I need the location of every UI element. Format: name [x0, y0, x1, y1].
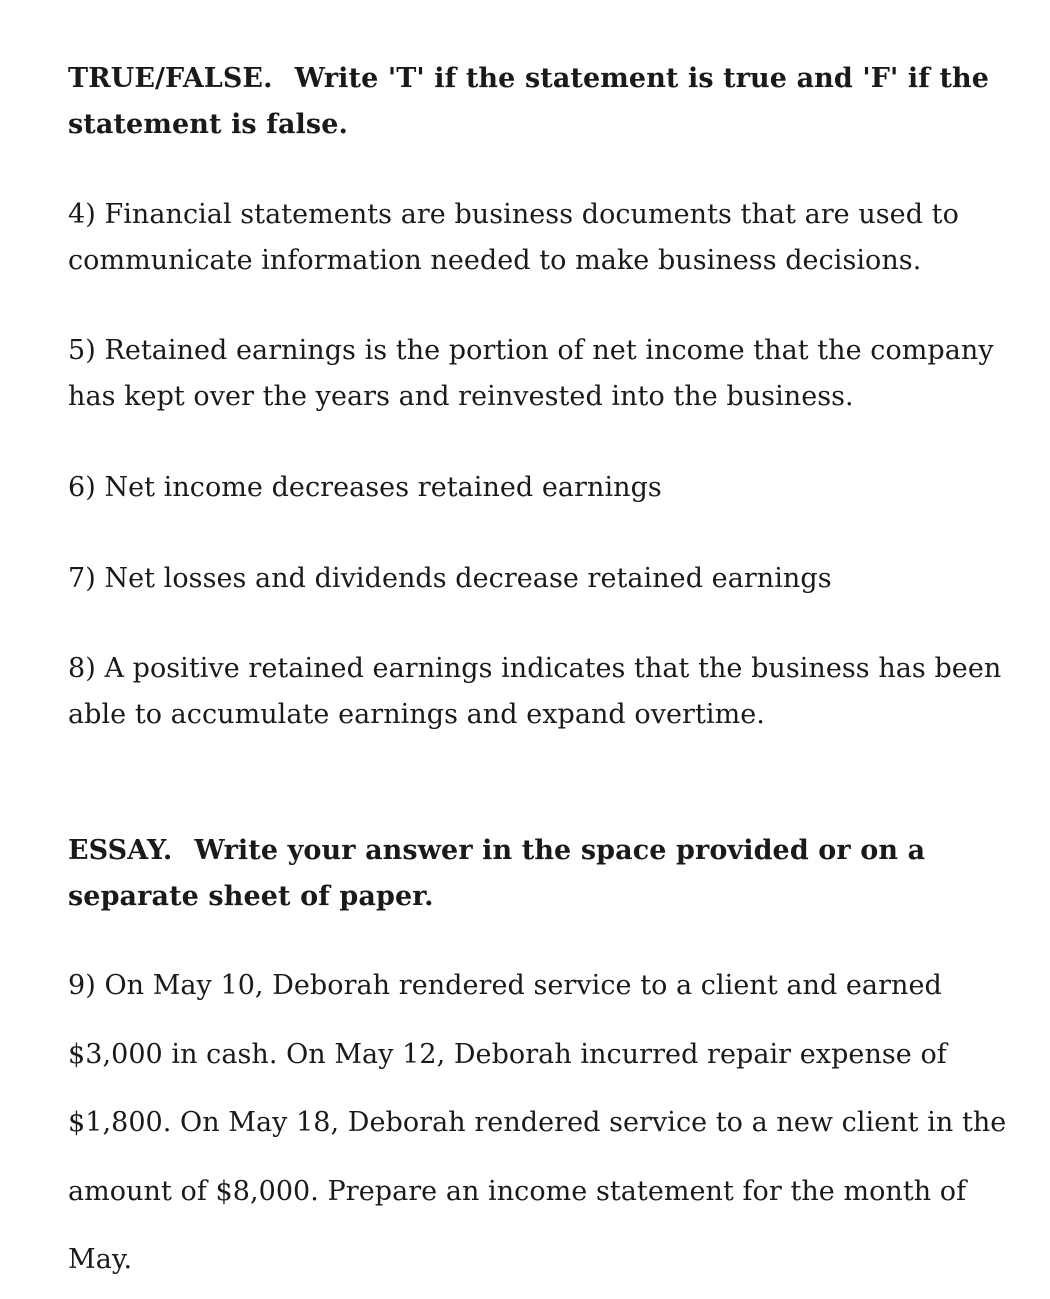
- essay-instructions: Write your answer in the space provided or on a separate sheet of paper.: [68, 835, 926, 912]
- question-5: 5) Retained earnings is the portion of net income that the company has kept over the years and reinvested into the business.: [68, 335, 994, 412]
- true-false-instructions: Write 'T' if the statement is true and 'F' if the statement is false.: [68, 63, 990, 140]
- question-6: 6) Net income decreases retained earnings: [68, 472, 662, 503]
- question-9: 9) On May 10, Deborah rendered service to a client and earned $3,000 in cash. On May 12, Deborah incurred repair expense of $1,800. On May 18, Deborah rendered service to a new client in the amount of $8,000. Prepare an income statement for the month of May.: [68, 970, 1007, 1275]
- question-8: 8) A positive retained earnings indicates that the business has been able to accumulate earnings and expand overtime.: [68, 653, 1002, 730]
- true-false-label: TRUE/FALSE.: [68, 63, 273, 94]
- essay-section-heading: [68, 828, 1008, 920]
- question-4: 4) Financial statements are business documents that are used to communicate information needed to make business decisions.: [68, 199, 959, 276]
- true-false-section-heading: [68, 56, 1008, 148]
- question-7: 7) Net losses and dividends decrease retained earnings: [68, 563, 832, 594]
- essay-label: ESSAY.: [68, 835, 173, 866]
